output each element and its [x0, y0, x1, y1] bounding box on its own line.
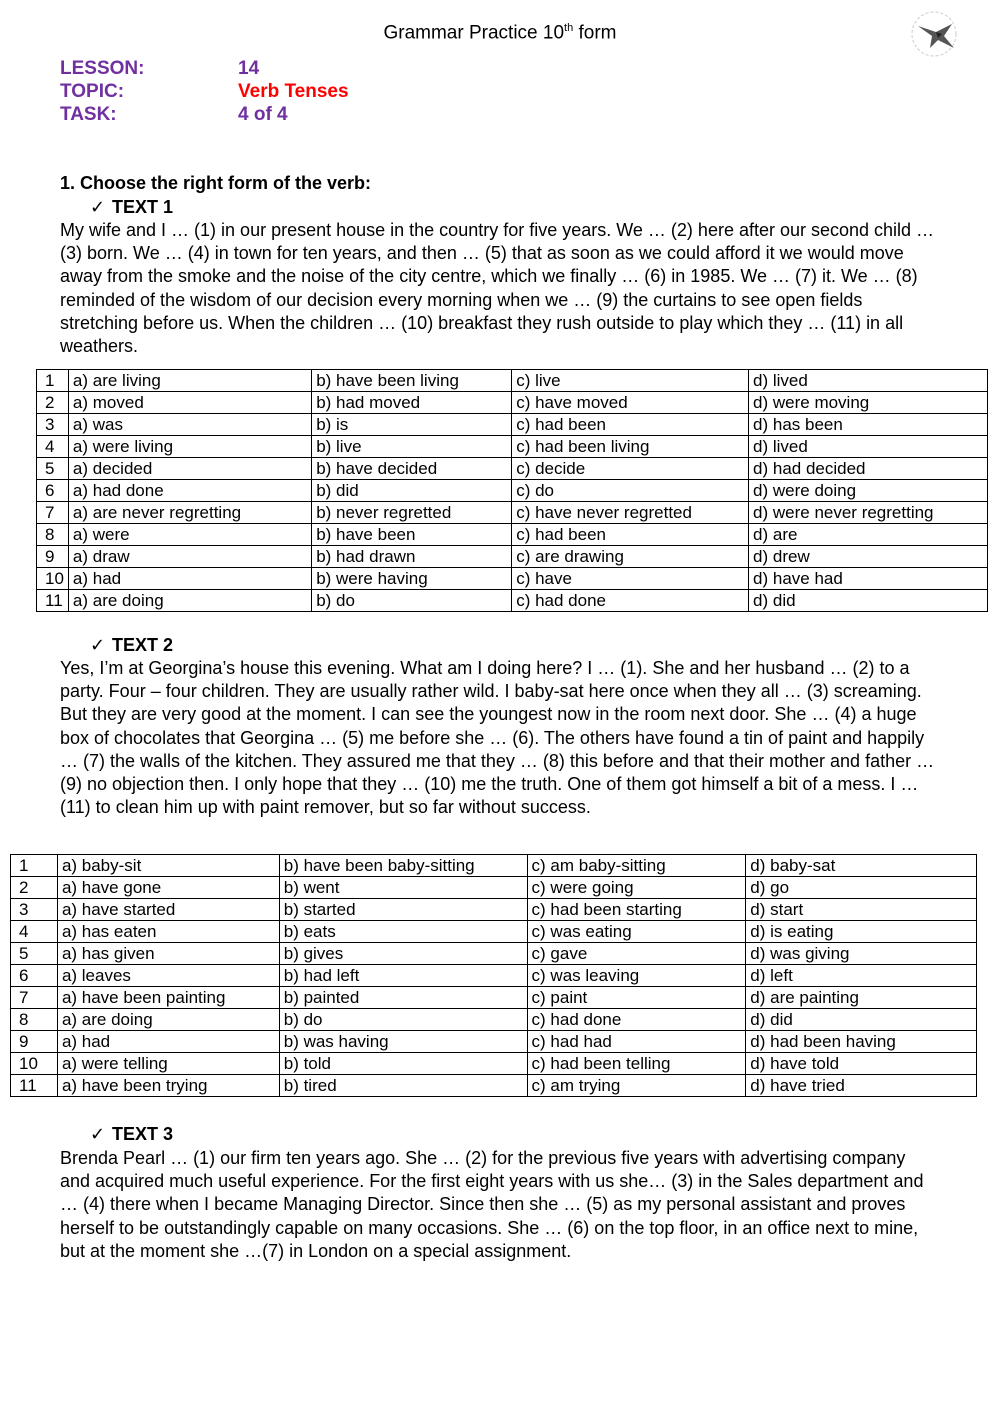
header-title-post: form [573, 22, 617, 44]
table-row [11, 1075, 977, 1097]
page-header [0, 22, 1000, 44]
topic-label: TOPIC: [60, 81, 125, 102]
table-row [11, 987, 977, 1009]
table-row [37, 590, 988, 612]
task-row [60, 104, 288, 126]
option-c: c) was eating [527, 921, 746, 943]
option-b: b) told [279, 1053, 527, 1075]
item-number: 9 [37, 546, 69, 568]
option-b: b) do [312, 590, 512, 612]
task-value: 4 of 4 [238, 104, 288, 125]
option-b: b) live [312, 436, 512, 458]
text3-heading-row [90, 1124, 173, 1145]
table-row [11, 877, 977, 899]
option-c: c) are drawing [512, 546, 749, 568]
text3-heading: TEXT 3 [112, 1124, 174, 1144]
item-number: 5 [37, 458, 69, 480]
text1-heading: TEXT 1 [112, 197, 174, 217]
text2-heading: TEXT 2 [112, 635, 174, 655]
option-c: c) do [512, 480, 749, 502]
option-c: c) have [512, 568, 749, 590]
option-d: d) has been [749, 414, 988, 436]
option-b: b) is [312, 414, 512, 436]
option-d: d) have told [746, 1053, 977, 1075]
topic-row [60, 81, 349, 103]
option-a: a) have been painting [57, 987, 279, 1009]
option-c: c) had had [527, 1031, 746, 1053]
option-d: d) are painting [746, 987, 977, 1009]
table-row [11, 899, 977, 921]
item-number: 10 [37, 568, 69, 590]
bird-logo-icon [908, 8, 960, 60]
text1-heading-row [90, 197, 173, 218]
item-number: 8 [37, 524, 69, 546]
table-row [11, 943, 977, 965]
option-a: a) has given [57, 943, 279, 965]
header-title: Grammar Practice 10 [383, 22, 565, 44]
item-number: 3 [37, 414, 69, 436]
option-c: c) had been [512, 524, 749, 546]
option-b: b) had drawn [312, 546, 512, 568]
lesson-label: LESSON: [60, 58, 145, 79]
option-a: a) draw [68, 546, 311, 568]
option-b: b) have decided [312, 458, 512, 480]
option-b: b) did [312, 480, 512, 502]
table-row [37, 546, 988, 568]
option-a: a) are never regretting [68, 502, 311, 524]
task-label: TASK: [60, 104, 117, 125]
option-c: c) am trying [527, 1075, 746, 1097]
option-c: c) gave [527, 943, 746, 965]
option-a: a) have started [57, 899, 279, 921]
item-number: 1 [11, 855, 58, 877]
item-number: 4 [11, 921, 58, 943]
option-d: d) lived [749, 436, 988, 458]
option-d: d) left [746, 965, 977, 987]
table-row [37, 392, 988, 414]
option-c: c) am baby-sitting [527, 855, 746, 877]
item-number: 3 [11, 899, 58, 921]
option-a: a) have gone [57, 877, 279, 899]
option-b: b) were having [312, 568, 512, 590]
checkmark-icon: ✓ [90, 1124, 106, 1144]
option-b: b) do [279, 1009, 527, 1031]
option-c: c) were going [527, 877, 746, 899]
option-b: b) have been living [312, 370, 512, 392]
item-number: 2 [11, 877, 58, 899]
option-a: a) are doing [57, 1009, 279, 1031]
text2-paragraph: Yes, I’m at Georgina’s house this evening. What am I doing here? I … (1). She and her husband … (2) to a party. Four – four children. They are usually rather wild. I baby-sat here once when they all … (3) screaming. But they are very good at the moment. I can see the youngest now in the room next door. She … (4) a huge box of chocolates that Georgina … (5) me before she … (6). The others have found a tin of paint and happily … (7) the walls of the kitchen. They assured me that they … (8) this before and that their mother and father … (9) no objection then. I only hope that they … (10) me the truth. One of them got himself a bit of a mess. I … (11) to clean him up with paint remover, but so far without success. [60, 658, 935, 818]
option-c: c) have moved [512, 392, 749, 414]
option-b: b) started [279, 899, 527, 921]
option-b: b) eats [279, 921, 527, 943]
option-b: b) had moved [312, 392, 512, 414]
option-d: d) have had [749, 568, 988, 590]
option-a: a) decided [68, 458, 311, 480]
item-number: 8 [11, 1009, 58, 1031]
text2-heading-row [90, 635, 173, 656]
option-d: d) baby-sat [746, 855, 977, 877]
table-row [11, 921, 977, 943]
option-d: d) were never regretting [749, 502, 988, 524]
option-b: b) was having [279, 1031, 527, 1053]
table-row [11, 965, 977, 987]
option-b: b) gives [279, 943, 527, 965]
item-number: 1 [37, 370, 69, 392]
option-b: b) never regretted [312, 502, 512, 524]
option-d: d) did [749, 590, 988, 612]
lesson-value: 14 [238, 58, 260, 79]
option-d: d) drew [749, 546, 988, 568]
item-number: 6 [11, 965, 58, 987]
option-d: d) lived [749, 370, 988, 392]
text1-options-table [36, 369, 988, 612]
option-a: a) were living [68, 436, 311, 458]
item-number: 2 [37, 392, 69, 414]
item-number: 4 [37, 436, 69, 458]
option-a: a) had done [68, 480, 311, 502]
option-c: c) had done [512, 590, 749, 612]
option-d: d) had decided [749, 458, 988, 480]
option-d: d) were moving [749, 392, 988, 414]
option-c: c) had done [527, 1009, 746, 1031]
option-d: d) go [746, 877, 977, 899]
option-b: b) painted [279, 987, 527, 1009]
checkmark-icon: ✓ [90, 635, 106, 655]
lesson-row [60, 58, 260, 80]
text1-paragraph: My wife and I … (1) in our present house in the country for five years. We … (2) here after our second child … (3) born. We … (4) in town for ten years, and then … (5) that as soon as we could afford it we would move away from the smoke and the noise of the city centre, which we finally … (6) in 1985. We … (7) it. We … (8) reminded of the wisdom of our decision every morning when we … (9) the curtains to see open fields stretching before us. When the children … (10) breakfast they rush outside to play which they … (11) in all weathers. [60, 220, 935, 357]
option-d: d) was giving [746, 943, 977, 965]
table-row [11, 1031, 977, 1053]
text3-paragraph: Brenda Pearl … (1) our firm ten years ago. She … (2) for the previous five years with advertising company and acquired much useful experience. For the first eight years with us she… (3) in the Sales department and … (4) there when I became Managing Director. Since then she … (5) as my personal assistant and proves herself to be outstandingly capable on many occasions. She … (6) on the top floor, in an office next to mine, but at the moment she …(7) in London on a special assignment. [60, 1148, 924, 1261]
option-a: a) moved [68, 392, 311, 414]
option-a: a) are living [68, 370, 311, 392]
option-b: b) have been [312, 524, 512, 546]
option-b: b) went [279, 877, 527, 899]
option-c: c) had been [512, 414, 749, 436]
option-d: d) have tried [746, 1075, 977, 1097]
item-number: 9 [11, 1031, 58, 1053]
option-c: c) had been starting [527, 899, 746, 921]
item-number: 6 [37, 480, 69, 502]
table-row [37, 502, 988, 524]
topic-value: Verb Tenses [238, 81, 349, 102]
table-row [11, 855, 977, 877]
table-row [37, 524, 988, 546]
option-c: c) decide [512, 458, 749, 480]
option-a: a) were telling [57, 1053, 279, 1075]
item-number: 5 [11, 943, 58, 965]
option-a: a) had [57, 1031, 279, 1053]
option-c: c) had been living [512, 436, 749, 458]
table-row [37, 480, 988, 502]
option-a: a) leaves [57, 965, 279, 987]
option-a: a) was [68, 414, 311, 436]
table-row [37, 370, 988, 392]
table-row [11, 1009, 977, 1031]
option-d: d) is eating [746, 921, 977, 943]
table-row [37, 568, 988, 590]
option-c: c) paint [527, 987, 746, 1009]
option-a: a) are doing [68, 590, 311, 612]
item-number: 10 [11, 1053, 58, 1075]
option-c: c) have never regretted [512, 502, 749, 524]
option-d: d) were doing [749, 480, 988, 502]
item-number: 7 [11, 987, 58, 1009]
option-d: d) start [746, 899, 977, 921]
option-a: a) baby-sit [57, 855, 279, 877]
text2-options-table [10, 854, 977, 1097]
table-row [11, 1053, 977, 1075]
option-c: c) live [512, 370, 749, 392]
option-b: b) had left [279, 965, 527, 987]
table-row [37, 414, 988, 436]
option-d: d) had been having [746, 1031, 977, 1053]
table-row [37, 458, 988, 480]
option-d: d) did [746, 1009, 977, 1031]
option-c: c) had been telling [527, 1053, 746, 1075]
option-a: a) have been trying [57, 1075, 279, 1097]
option-a: a) were [68, 524, 311, 546]
table-row [37, 436, 988, 458]
question-title: 1. Choose the right form of the verb: [60, 173, 372, 193]
option-a: a) has eaten [57, 921, 279, 943]
item-number: 11 [11, 1075, 58, 1097]
header-title-sup: th [564, 22, 574, 34]
option-d: d) are [749, 524, 988, 546]
option-c: c) was leaving [527, 965, 746, 987]
item-number: 7 [37, 502, 69, 524]
checkmark-icon: ✓ [90, 197, 106, 217]
option-b: b) have been baby-sitting [279, 855, 527, 877]
option-a: a) had [68, 568, 311, 590]
option-b: b) tired [279, 1075, 527, 1097]
item-number: 11 [37, 590, 69, 612]
